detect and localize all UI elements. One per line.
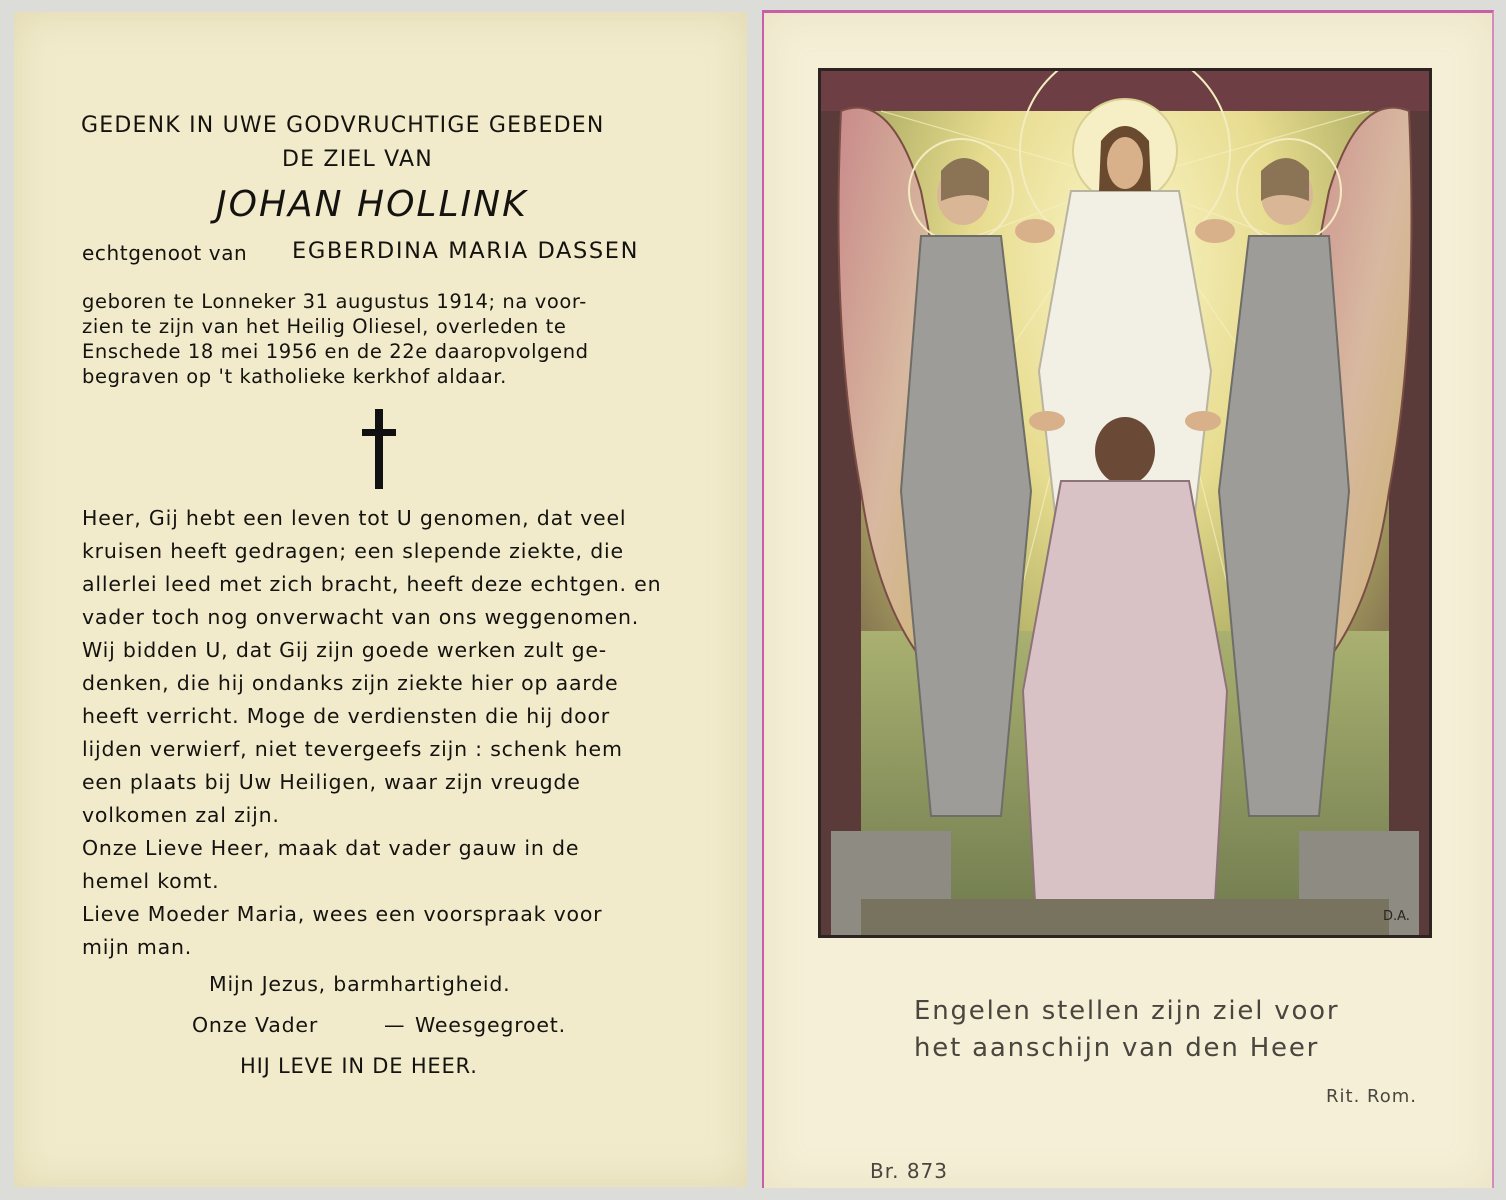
angels-christ-kneeling-figure-image <box>821 71 1429 935</box>
prayer-line: Lieve Moeder Maria, wees een voorspraak voor <box>82 902 603 926</box>
prayer-line: mijn man. <box>82 935 193 959</box>
closing-line-3: HIJ LEVE IN DE HEER. <box>240 1054 478 1078</box>
prayer-line: volkomen zal zijn. <box>82 803 280 827</box>
memorial-card-image-side <box>762 10 1494 1188</box>
biography-line: begraven op 't katholieke kerkhof aldaar. <box>82 365 507 388</box>
cross-icon <box>362 409 396 489</box>
closing-line-2-left: Onze Vader <box>192 1013 319 1037</box>
prayer-line: Wij bidden U, dat Gij zijn goede werken zult ge- <box>82 638 608 662</box>
prayer-line: Heer, Gij hebt een leven tot U genomen, dat veel <box>82 506 627 530</box>
prayer-line: heeft verricht. Moge de verdiensten die hij door <box>82 704 611 728</box>
source-reference: Rit. Rom. <box>1326 1086 1417 1107</box>
header-line-1: GEDENK IN UWE GODVRUCHTIGE GEBEDEN <box>81 113 605 138</box>
caption-line-1: Engelen stellen zijn ziel voor <box>914 996 1340 1026</box>
spouse-prefix: echtgenoot van <box>82 241 248 265</box>
spouse-name: EGBERDINA MARIA DASSEN <box>292 238 640 264</box>
illustration-signature: D.A. <box>1383 909 1410 924</box>
deceased-name: JOHAN HOLLINK <box>216 184 528 225</box>
memorial-card-text-side <box>14 12 747 1187</box>
closing-line-2-right: Weesgegroet. <box>415 1013 566 1037</box>
prayer-line: allerlei leed met zich bracht, heeft deze echtgen. en <box>82 572 662 596</box>
prayer-line: denken, die hij ondanks zijn ziekte hier op aarde <box>82 671 619 695</box>
closing-line-1: Mijn Jezus, barmhartigheid. <box>209 972 511 996</box>
biography-line: Enschede 18 mei 1956 en de 22e daaropvolgend <box>82 340 589 363</box>
prayer-line: kruisen heeft gedragen; een slepende ziekte, die <box>82 539 624 563</box>
caption-line-2: het aanschijn van den Heer <box>914 1033 1320 1063</box>
closing-line-2-dash: — <box>384 1013 406 1037</box>
biography-line: zien te zijn van het Heilig Oliesel, overleden te <box>82 315 567 338</box>
prayer-line: vader toch nog onverwacht van ons weggenomen. <box>82 605 640 629</box>
prayer-line: hemel komt. <box>82 869 220 893</box>
header-line-2: DE ZIEL VAN <box>282 147 433 172</box>
print-number: Br. 873 <box>870 1159 948 1183</box>
prayer-line: Onze Lieve Heer, maak dat vader gauw in de <box>82 836 580 860</box>
prayer-line: een plaats bij Uw Heiligen, waar zijn vreugde <box>82 770 581 794</box>
biography-line: geboren te Lonneker 31 augustus 1914; na voor- <box>82 290 587 313</box>
religious-illustration <box>818 68 1432 938</box>
prayer-line: lijden verwierf, niet tevergeefs zijn : schenk hem <box>82 737 623 761</box>
